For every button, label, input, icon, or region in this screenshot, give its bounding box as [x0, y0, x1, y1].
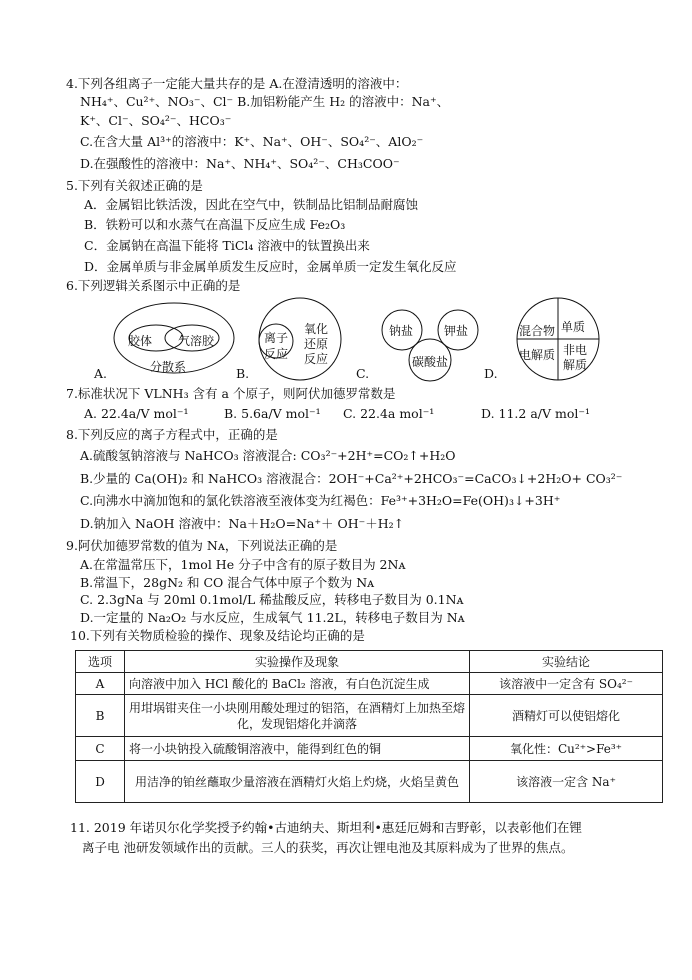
q5-option-d: D．金属单质与非金属单质发生反应时，金属单质一定发生氧化反应 [84, 259, 457, 274]
table-cell-conclusion: 该溶液一定含 Na⁺ [470, 761, 663, 803]
diagram-a-label-colloid: 胶体 [128, 334, 153, 348]
diagram-d-nonelectrolyte-1: 非电 [563, 343, 588, 357]
diagram-c-sodium-salt: 钠盐 [389, 324, 414, 338]
q6-option-a: A. [94, 366, 108, 381]
q5-option-a: A．金属铝比铁活泼，因此在空气中，铁制品比铝制品耐腐蚀 [84, 197, 419, 212]
q9-option-d: D.一定量的 Na₂O₂ 与水反应，生成氧气 11.2L，转移电子数目为 Nᴀ [80, 610, 465, 625]
q9-option-b: B.常温下，28gN₂ 和 CO 混合气体中原子个数为 Nᴀ [80, 575, 375, 590]
q5-stem: 5.下列有关叙述正确的是 [66, 178, 203, 193]
q8-option-c: C.向沸水中滴加饱和的氯化铁溶液至液体变为红褐色：Fe³⁺+3H₂O=Fe(OH)₃↓+3H⁺ [80, 493, 561, 508]
diagram-b-ionic-1: 离子 [264, 331, 289, 345]
table-cell-conclusion: 氧化性：Cu²⁺>Fe³⁺ [470, 737, 663, 761]
diagram-c-potassium-salt: 钾盐 [444, 324, 469, 338]
table-cell-conclusion: 该溶液中一定含有 SO₄²⁻ [470, 673, 663, 695]
q6-option-d: D. [484, 366, 498, 381]
diagram-b-redox-3: 反应 [304, 352, 329, 366]
q6-stem: 6.下列逻辑关系图示中正确的是 [66, 278, 241, 293]
table-header-option: 选项 [76, 651, 125, 673]
q7-option-d: D. 11.2 a/V mol⁻¹ [481, 406, 590, 421]
q8-option-d: D.钠加入 NaOH 溶液中：Na＋H₂O=Na⁺＋ OH⁻＋H₂↑ [80, 516, 405, 531]
q6-option-b: B. [236, 366, 250, 381]
table-header-row [76, 651, 663, 673]
q4-option-d: D.在强酸性的溶液中：Na⁺、NH₄⁺、SO₄²⁻、CH₃COO⁻ [80, 156, 400, 171]
q9-option-c: C. 2.3gNa 与 20ml 0.1mol/L 稀盐酸反应，转移电子数目为 0.1Nᴀ [80, 592, 464, 607]
diagram-d-element: 单质 [561, 320, 586, 334]
table-row [76, 737, 663, 761]
diagram-b-redox-2: 还原 [304, 337, 329, 351]
diagram-b-redox-1: 氧化 [304, 322, 329, 336]
q9-option-a: A.在常温常压下，1mol He 分子中含有的原子数目为 2Nᴀ [80, 557, 406, 572]
q6-option-c: C. [356, 366, 370, 381]
q4-option-c: C.在含大量 Al³⁺的溶液中：K⁺、Na⁺、OH⁻、SO₄²⁻、AlO₂⁻ [80, 134, 424, 149]
q8-option-b: B.少量的 Ca(OH)₂ 和 NaHCO₃ 溶液混合：2OH⁻+Ca²⁺+2HCO₃⁻=CaCO₃↓+2H₂O+ CO₃²⁻ [80, 471, 623, 486]
table-cell-conclusion: 酒精灯可以使铝熔化 [470, 695, 663, 737]
table-cell-option: A [76, 673, 125, 695]
q7-option-a: A. 22.4a/V mol⁻¹ [84, 406, 189, 421]
q10-table [75, 650, 663, 803]
q7-option-c: C. 22.4a mol⁻¹ [343, 406, 435, 421]
table-header-conclusion: 实验结论 [470, 651, 663, 673]
q8-option-a: A.硫酸氢钠溶液与 NaHCO₃ 溶液混合: CO₃²⁻+2H⁺=CO₂↑+H₂O [80, 448, 456, 463]
diagram-d [515, 296, 601, 382]
diagram-a-label-dispersion: 分散系 [150, 360, 187, 374]
q5-option-b: B．铁粉可以和水蒸气在高温下反应生成 Fe₂O₃ [84, 217, 346, 232]
diagram-d-electrolyte: 电解质 [519, 348, 556, 362]
table-row [76, 673, 663, 695]
q7-stem: 7.标准状况下 VLNH₃ 含有 a 个原子，则阿伏加德罗常数是 [66, 386, 396, 401]
diagram-d-nonelectrolyte-2: 解质 [563, 358, 588, 372]
q7-option-b: B. 5.6a/V mol⁻¹ [224, 406, 321, 421]
table-cell-operation: 将一小块钠投入硫酸铜溶液中，能得到红色的铜 [125, 737, 470, 761]
table-cell-option: D [76, 761, 125, 803]
table-cell-operation: 向溶液中加入 HCl 酸化的 BaCl₂ 溶液，有白色沉淀生成 [125, 673, 470, 695]
diagram-b [248, 296, 348, 382]
diagram-c [372, 308, 492, 382]
q4-line3: K⁺、Cl⁻、SO₄²⁻、HCO₃⁻ [80, 113, 232, 128]
table-header-operation: 实验操作及现象 [125, 651, 470, 673]
q11-line1: 11. 2019 年诺贝尔化学奖授予约翰•古迪纳夫、斯坦利•惠廷厄姆和吉野彰，以表彰他们在锂 [70, 820, 582, 835]
q9-stem: 9.阿伏加德罗常数的值为 Nᴀ，下列说法正确的是 [66, 538, 338, 553]
diagram-a-label-aerosol: 气溶胶 [178, 334, 215, 348]
table-cell-operation: 用洁净的铂丝蘸取少量溶液在酒精灯火焰上灼烧，火焰呈黄色 [125, 761, 470, 803]
table-row [76, 695, 663, 737]
q10-stem: 10.下列有关物质检验的操作、现象及结论均正确的是 [70, 628, 365, 643]
diagram-d-mixture: 混合物 [519, 324, 556, 338]
q4-line2: NH₄⁺、Cu²⁺、NO₃⁻、Cl⁻ B.加铝粉能产生 H₂ 的溶液中：Na⁺、 [80, 94, 450, 109]
table-cell-option: C [76, 737, 125, 761]
diagram-c-carbonate: 碳酸盐 [412, 355, 449, 369]
q11-line2: 离子电 池研发领域作出的贡献。三人的获奖，再次让锂电池及其原料成为了世界的焦点。 [82, 840, 574, 855]
table-cell-option: B [76, 695, 125, 737]
q8-stem: 8.下列反应的离子方程式中，正确的是 [66, 427, 278, 442]
q4-stem: 4.下列各组离子一定能大量共存的是 A.在澄清透明的溶液中： [66, 76, 408, 91]
table-cell-operation: 用坩埚钳夹住一小块刚用酸处理过的铝箔，在酒精灯上加热至熔化，发现铝熔化并滴落 [125, 695, 470, 737]
diagram-b-ionic-2: 反应 [264, 347, 289, 361]
q5-option-c: C．金属钠在高温下能将 TiCl₄ 溶液中的钛置换出来 [84, 238, 370, 253]
table-row [76, 761, 663, 803]
